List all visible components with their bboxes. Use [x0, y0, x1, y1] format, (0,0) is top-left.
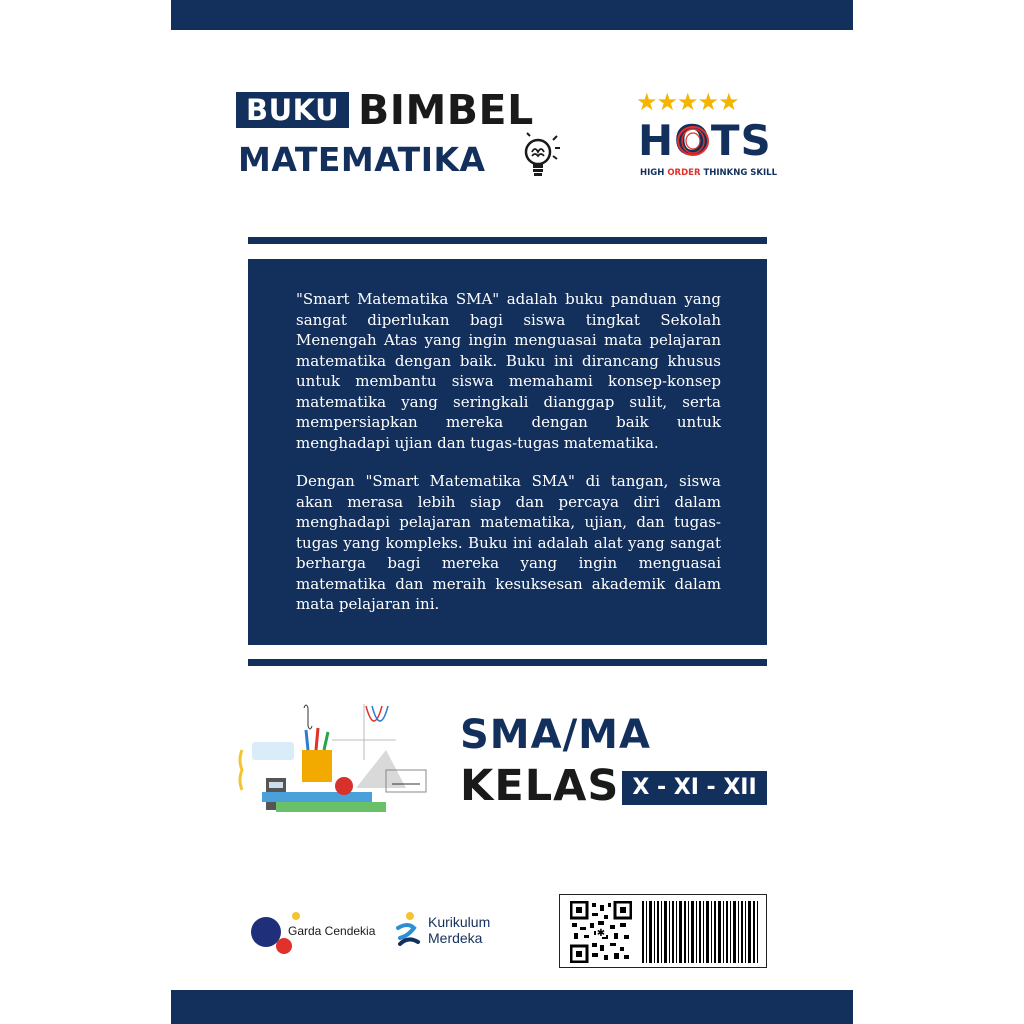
barcode-icon	[640, 901, 760, 963]
divider-bottom	[248, 659, 767, 666]
hots-subtitle: HIGH ORDER THINKNG SKILL	[640, 168, 778, 178]
title-bimbel: BIMBEL	[358, 86, 534, 134]
lightbulb-brain-icon	[520, 132, 560, 184]
description-paragraph-1: "Smart Matematika SMA" adalah buku panduan yang sangat diperlukan bagi siswa tingkat Sekolah Menengah Atas yang ingin menguasai mata pelajaran matematika dengan baik. Buku ini dirancang khusus untuk membantu siswa memahami konsep-konsep matematika yang seringkali dianggap sulit, serta mempersiapkan mereka dengan baik untuk menghadapi ujian dan tugas-tugas matematika.	[296, 290, 721, 452]
bottom-band	[171, 990, 853, 1024]
top-band	[171, 0, 853, 30]
kurikulum-merdeka-icon	[394, 910, 426, 954]
title-buku: BUKU	[236, 92, 349, 128]
scribble-circle-icon	[674, 122, 712, 160]
description-paragraph-2: Dengan "Smart Matematika SMA" di tangan, siswa akan merasa lebih siap dan percaya diri dalam menghadapi pelajaran matematika, ujian, dan tugas-tugas yang kompleks. Buku ini adalah alat yang sangat berharga bagi mereka yang ingin menguasai matematika dan meraih kesuksesan akademik dalam mata pelajaran ini.	[296, 472, 721, 613]
curriculum-name: Kurikulum Merdeka	[428, 914, 491, 946]
kelas-label: KELAS	[460, 761, 620, 811]
publisher-logo	[248, 908, 388, 958]
level-heading: SMA/MA	[460, 712, 651, 758]
rating-stars: ★★★★★	[636, 88, 739, 116]
book-title	[236, 88, 566, 188]
curriculum-logo	[394, 910, 514, 956]
divider-top	[248, 237, 767, 244]
hots-logo: HOTS	[638, 116, 772, 165]
svg-text:✱: ✱	[596, 928, 606, 939]
math-illustration	[236, 700, 436, 818]
kelas-value: X - XI - XII	[622, 771, 767, 805]
publisher-name: Garda Cendekia	[288, 924, 376, 938]
description-box	[248, 259, 767, 645]
hots-badge	[636, 88, 786, 184]
codes-box	[559, 894, 767, 968]
qr-code-icon	[570, 901, 632, 963]
title-matematika: MATEMATIKA	[238, 140, 486, 179]
